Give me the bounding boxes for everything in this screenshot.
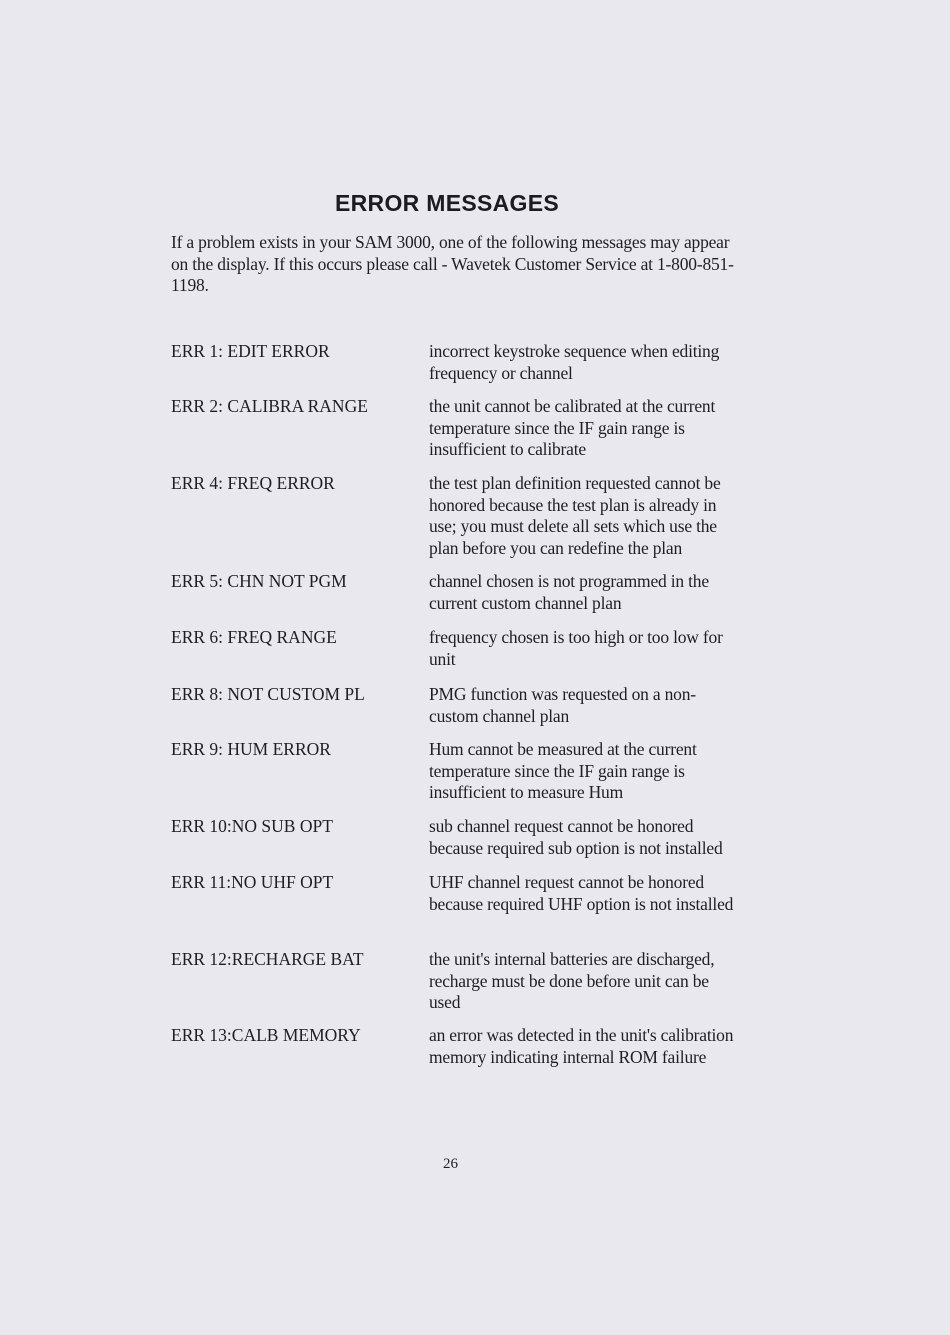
error-description: channel chosen is not programmed in the current custom channel plan: [429, 571, 709, 613]
error-description: an error was detected in the unit's calibration memory indicating internal ROM failure: [429, 1025, 734, 1067]
error-description: the test plan definition requested cannot be honored because the test plan is already in use; you must delete all sets which use the plan before you can redefine the plan: [429, 473, 721, 558]
error-code: ERR 9: HUM ERROR: [171, 739, 331, 759]
error-description: UHF channel request cannot be honored because required UHF option is not installed: [429, 872, 734, 914]
error-description: Hum cannot be measured at the current temperature since the IF gain range is insufficient to measure Hum: [429, 739, 697, 802]
error-code: ERR 2: CALIBRA RANGE: [171, 396, 368, 416]
error-description: PMG function was requested on a non-custom channel plan: [429, 684, 696, 726]
error-code: ERR 12:RECHARGE BAT: [171, 949, 364, 969]
error-description: incorrect keystroke sequence when editing frequency or channel: [429, 341, 720, 383]
error-code: ERR 10:NO SUB OPT: [171, 816, 333, 836]
error-description: frequency chosen is too high or too low for unit: [429, 627, 723, 669]
intro-text: If a problem exists in your SAM 3000, one of the following messages may appear on the display. If this occurs please call - Wavetek Customer Service at 1-800-851-1198.: [171, 232, 734, 295]
error-code: ERR 8: NOT CUSTOM PL: [171, 684, 365, 704]
error-code: ERR 11:NO UHF OPT: [171, 872, 334, 892]
error-code: ERR 1: EDIT ERROR: [171, 341, 330, 361]
error-code: ERR 13:CALB MEMORY: [171, 1025, 361, 1045]
error-description: the unit cannot be calibrated at the current temperature since the IF gain range is insufficient to calibrate: [429, 396, 716, 459]
error-code: ERR 4: FREQ ERROR: [171, 473, 335, 493]
page-title: ERROR MESSAGES: [335, 190, 560, 216]
page-number: 26: [443, 1156, 458, 1172]
error-description: the unit's internal batteries are discharged, recharge must be done before unit can be used: [429, 949, 715, 1012]
error-code: ERR 6: FREQ RANGE: [171, 627, 337, 647]
error-code: ERR 5: CHN NOT PGM: [171, 571, 347, 591]
error-description: sub channel request cannot be honored because required sub option is not installed: [429, 816, 723, 858]
